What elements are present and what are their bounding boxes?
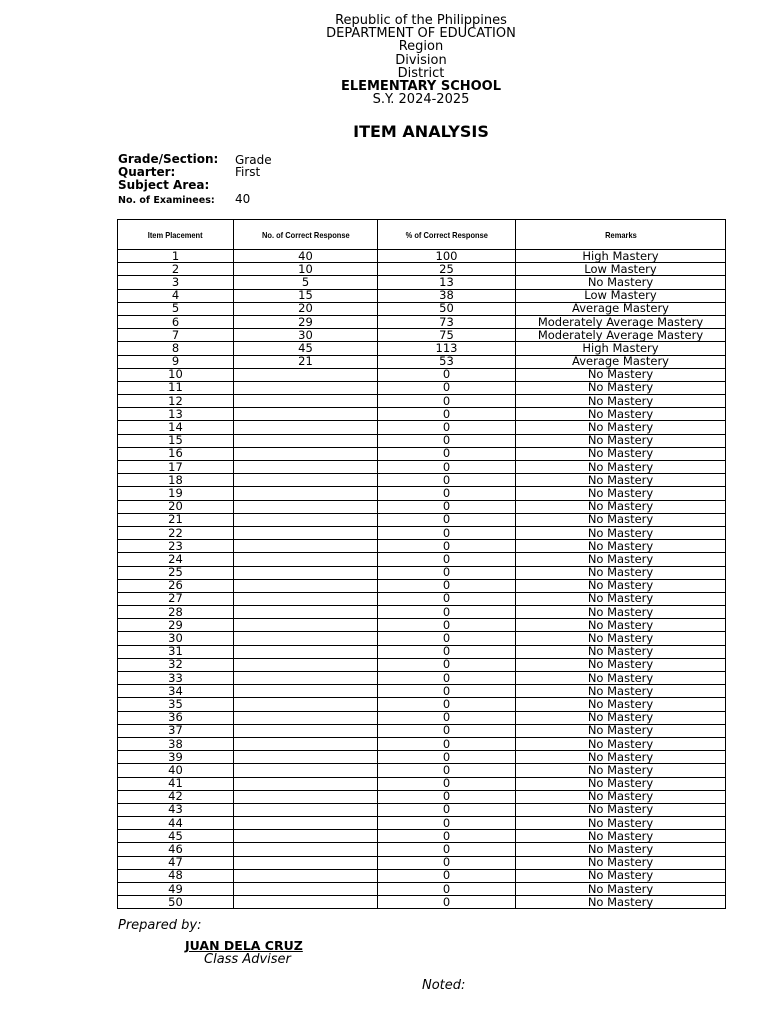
correct-response-cell: [234, 817, 378, 830]
correct-response-cell: [234, 777, 378, 790]
percent-correct-cell: 0: [378, 685, 516, 698]
table-row: [118, 540, 726, 553]
item-placement-cell: 12: [118, 395, 234, 408]
correct-response-cell: [234, 790, 378, 803]
header-correct-response: No. of Correct Response: [234, 220, 378, 250]
remarks-cell: No Mastery: [516, 395, 726, 408]
item-placement-cell: 25: [118, 566, 234, 579]
remarks-cell: No Mastery: [516, 790, 726, 803]
table-row: [118, 632, 726, 645]
percent-correct-cell: 0: [378, 606, 516, 619]
table-row: [118, 896, 726, 909]
table-row: [118, 817, 726, 830]
correct-response-cell: [234, 883, 378, 896]
item-placement-cell: 20: [118, 500, 234, 513]
noted-label: Noted:: [422, 978, 466, 993]
remarks-cell: No Mastery: [516, 526, 726, 539]
percent-correct-cell: 0: [378, 408, 516, 421]
remarks-cell: No Mastery: [516, 513, 726, 526]
header-republic: Republic of the Philippines: [335, 13, 507, 28]
percent-correct-cell: 0: [378, 843, 516, 856]
table-row: [118, 355, 726, 368]
percent-correct-cell: 100: [378, 250, 516, 263]
table-row: [118, 566, 726, 579]
correct-response-cell: [234, 381, 378, 394]
remarks-cell: No Mastery: [516, 461, 726, 474]
percent-correct-cell: 0: [378, 461, 516, 474]
table-row: [118, 342, 726, 355]
table-row: [118, 408, 726, 421]
examinees-value: 40: [235, 192, 251, 206]
item-analysis-table: [117, 219, 726, 909]
remarks-cell: No Mastery: [516, 896, 726, 909]
item-placement-cell: 5: [118, 302, 234, 315]
item-placement-cell: 48: [118, 869, 234, 882]
table-row: [118, 830, 726, 843]
correct-response-cell: 5: [234, 276, 378, 289]
item-placement-cell: 2: [118, 263, 234, 276]
remarks-cell: Low Mastery: [516, 289, 726, 302]
correct-response-cell: [234, 395, 378, 408]
header-school-year: S.Y. 2024-2025: [372, 92, 470, 108]
prepared-by-label: Prepared by:: [118, 918, 202, 933]
table-row: [118, 315, 726, 328]
remarks-cell: No Mastery: [516, 856, 726, 869]
correct-response-cell: [234, 658, 378, 671]
table-row: [118, 526, 726, 539]
percent-correct-cell: 0: [378, 421, 516, 434]
table-row: [118, 329, 726, 342]
item-placement-cell: 15: [118, 434, 234, 447]
item-placement-cell: 49: [118, 883, 234, 896]
quarter-label: Quarter:: [118, 165, 176, 179]
table-row: [118, 777, 726, 790]
percent-correct-cell: 0: [378, 751, 516, 764]
correct-response-cell: [234, 553, 378, 566]
correct-response-cell: [234, 711, 378, 724]
remarks-cell: No Mastery: [516, 672, 726, 685]
percent-correct-cell: 0: [378, 817, 516, 830]
item-placement-cell: 31: [118, 645, 234, 658]
item-placement-cell: 11: [118, 381, 234, 394]
percent-correct-cell: 0: [378, 526, 516, 539]
remarks-cell: No Mastery: [516, 883, 726, 896]
remarks-cell: No Mastery: [516, 553, 726, 566]
item-placement-cell: 17: [118, 461, 234, 474]
item-placement-cell: 34: [118, 685, 234, 698]
item-placement-cell: 36: [118, 711, 234, 724]
item-placement-cell: 44: [118, 817, 234, 830]
remarks-cell: Average Mastery: [516, 355, 726, 368]
percent-correct-cell: 0: [378, 474, 516, 487]
table-row: [118, 606, 726, 619]
item-placement-cell: 4: [118, 289, 234, 302]
table-row: [118, 790, 726, 803]
page-title: ITEM ANALYSIS: [353, 122, 489, 141]
table-row: [118, 368, 726, 381]
correct-response-cell: [234, 421, 378, 434]
table-row: [118, 645, 726, 658]
percent-correct-cell: 0: [378, 737, 516, 750]
remarks-cell: No Mastery: [516, 685, 726, 698]
percent-correct-cell: 0: [378, 645, 516, 658]
percent-correct-cell: 113: [378, 342, 516, 355]
percent-correct-cell: 0: [378, 711, 516, 724]
correct-response-cell: [234, 645, 378, 658]
item-placement-cell: 28: [118, 606, 234, 619]
percent-correct-cell: 53: [378, 355, 516, 368]
remarks-cell: No Mastery: [516, 843, 726, 856]
subject-area-label: Subject Area:: [118, 178, 210, 192]
percent-correct-cell: 0: [378, 672, 516, 685]
table-row: [118, 421, 726, 434]
table-row: [118, 553, 726, 566]
correct-response-cell: [234, 579, 378, 592]
header-remarks: Remarks: [516, 220, 726, 250]
remarks-cell: No Mastery: [516, 592, 726, 605]
correct-response-cell: [234, 685, 378, 698]
item-placement-cell: 1: [118, 250, 234, 263]
item-placement-cell: 7: [118, 329, 234, 342]
percent-correct-cell: 0: [378, 883, 516, 896]
remarks-cell: Low Mastery: [516, 263, 726, 276]
correct-response-cell: [234, 592, 378, 605]
remarks-cell: High Mastery: [516, 342, 726, 355]
item-placement-cell: 30: [118, 632, 234, 645]
correct-response-cell: [234, 764, 378, 777]
percent-correct-cell: 0: [378, 724, 516, 737]
table-row: [118, 487, 726, 500]
item-placement-cell: 21: [118, 513, 234, 526]
table-row: [118, 737, 726, 750]
item-placement-cell: 45: [118, 830, 234, 843]
remarks-cell: No Mastery: [516, 579, 726, 592]
item-placement-cell: 18: [118, 474, 234, 487]
percent-correct-cell: 75: [378, 329, 516, 342]
percent-correct-cell: 0: [378, 830, 516, 843]
percent-correct-cell: 0: [378, 487, 516, 500]
remarks-cell: No Mastery: [516, 724, 726, 737]
item-placement-cell: 3: [118, 276, 234, 289]
item-placement-cell: 38: [118, 737, 234, 750]
correct-response-cell: 29: [234, 315, 378, 328]
remarks-cell: No Mastery: [516, 711, 726, 724]
header-division: Division: [395, 52, 447, 68]
grade-section-value: Grade: [235, 153, 272, 167]
examinees-label: No. of Examinees:: [118, 195, 215, 206]
remarks-cell: No Mastery: [516, 540, 726, 553]
remarks-cell: No Mastery: [516, 408, 726, 421]
remarks-cell: Moderately Average Mastery: [516, 315, 726, 328]
item-placement-cell: 47: [118, 856, 234, 869]
table-row: [118, 513, 726, 526]
table-row: [118, 672, 726, 685]
header-department: DEPARTMENT OF EDUCATION: [326, 26, 516, 42]
correct-response-cell: [234, 751, 378, 764]
remarks-cell: No Mastery: [516, 500, 726, 513]
item-placement-cell: 19: [118, 487, 234, 500]
percent-correct-cell: 0: [378, 856, 516, 869]
correct-response-cell: [234, 526, 378, 539]
table-row: [118, 698, 726, 711]
item-placement-cell: 6: [118, 315, 234, 328]
correct-response-cell: 21: [234, 355, 378, 368]
item-placement-cell: 33: [118, 672, 234, 685]
quarter-value: First: [235, 165, 261, 179]
correct-response-cell: [234, 540, 378, 553]
correct-response-cell: [234, 606, 378, 619]
percent-correct-cell: 0: [378, 619, 516, 632]
grade-section-label: Grade/Section:: [118, 152, 219, 166]
item-placement-cell: 32: [118, 658, 234, 671]
item-placement-cell: 24: [118, 553, 234, 566]
percent-correct-cell: 0: [378, 764, 516, 777]
table-row: [118, 764, 726, 777]
table-row: [118, 395, 726, 408]
table-body: [118, 250, 726, 909]
correct-response-cell: [234, 368, 378, 381]
percent-correct-cell: 0: [378, 447, 516, 460]
adviser-name: JUAN DELA CRUZ: [185, 938, 303, 953]
table-row: [118, 461, 726, 474]
percent-correct-cell: 0: [378, 553, 516, 566]
remarks-cell: No Mastery: [516, 698, 726, 711]
remarks-cell: No Mastery: [516, 817, 726, 830]
remarks-cell: No Mastery: [516, 632, 726, 645]
table-row: [118, 803, 726, 816]
percent-correct-cell: 0: [378, 698, 516, 711]
item-placement-cell: 27: [118, 592, 234, 605]
percent-correct-cell: 73: [378, 315, 516, 328]
correct-response-cell: [234, 566, 378, 579]
table-row: [118, 579, 726, 592]
percent-correct-cell: 0: [378, 632, 516, 645]
adviser-role: Class Adviser: [204, 952, 291, 967]
percent-correct-cell: 0: [378, 434, 516, 447]
correct-response-cell: [234, 737, 378, 750]
table-row: [118, 276, 726, 289]
remarks-cell: No Mastery: [516, 421, 726, 434]
table-row: [118, 856, 726, 869]
item-placement-cell: 39: [118, 751, 234, 764]
item-placement-cell: 50: [118, 896, 234, 909]
remarks-cell: No Mastery: [516, 566, 726, 579]
remarks-cell: No Mastery: [516, 368, 726, 381]
remarks-cell: Moderately Average Mastery: [516, 329, 726, 342]
item-placement-cell: 26: [118, 579, 234, 592]
correct-response-cell: [234, 500, 378, 513]
correct-response-cell: [234, 632, 378, 645]
percent-correct-cell: 0: [378, 896, 516, 909]
percent-correct-cell: 0: [378, 658, 516, 671]
item-placement-cell: 13: [118, 408, 234, 421]
remarks-cell: No Mastery: [516, 645, 726, 658]
remarks-cell: No Mastery: [516, 619, 726, 632]
table-row: [118, 302, 726, 315]
header-region: Region: [398, 39, 444, 55]
item-placement-cell: 29: [118, 619, 234, 632]
item-placement-cell: 8: [118, 342, 234, 355]
correct-response-cell: [234, 513, 378, 526]
table-row: [118, 592, 726, 605]
percent-correct-cell: 0: [378, 381, 516, 394]
item-placement-cell: 46: [118, 843, 234, 856]
percent-correct-cell: 0: [378, 869, 516, 882]
table-header-row: [118, 220, 726, 250]
document-header: [0, 14, 768, 106]
item-placement-cell: 37: [118, 724, 234, 737]
correct-response-cell: [234, 803, 378, 816]
remarks-cell: No Mastery: [516, 434, 726, 447]
percent-correct-cell: 0: [378, 777, 516, 790]
percent-correct-cell: 50: [378, 302, 516, 315]
remarks-cell: High Mastery: [516, 250, 726, 263]
correct-response-cell: [234, 672, 378, 685]
table-row: [118, 685, 726, 698]
correct-response-cell: [234, 461, 378, 474]
percent-correct-cell: 0: [378, 790, 516, 803]
item-placement-cell: 23: [118, 540, 234, 553]
item-placement-cell: 40: [118, 764, 234, 777]
percent-correct-cell: 0: [378, 566, 516, 579]
item-placement-cell: 35: [118, 698, 234, 711]
correct-response-cell: [234, 896, 378, 909]
correct-response-cell: 30: [234, 329, 378, 342]
remarks-cell: No Mastery: [516, 803, 726, 816]
table-row: [118, 883, 726, 896]
percent-correct-cell: 0: [378, 540, 516, 553]
percent-correct-cell: 0: [378, 368, 516, 381]
remarks-cell: Average Mastery: [516, 302, 726, 315]
item-placement-cell: 9: [118, 355, 234, 368]
correct-response-cell: [234, 724, 378, 737]
header-school: ELEMENTARY SCHOOL: [340, 79, 502, 95]
correct-response-cell: [234, 434, 378, 447]
remarks-cell: No Mastery: [516, 869, 726, 882]
correct-response-cell: 45: [234, 342, 378, 355]
table-row: [118, 619, 726, 632]
table-row: [118, 711, 726, 724]
table-row: [118, 500, 726, 513]
item-placement-cell: 14: [118, 421, 234, 434]
item-placement-cell: 41: [118, 777, 234, 790]
correct-response-cell: [234, 408, 378, 421]
table-row: [118, 869, 726, 882]
remarks-cell: No Mastery: [516, 381, 726, 394]
correct-response-cell: [234, 487, 378, 500]
percent-correct-cell: 38: [378, 289, 516, 302]
correct-response-cell: [234, 869, 378, 882]
correct-response-cell: [234, 843, 378, 856]
item-placement-cell: 42: [118, 790, 234, 803]
item-placement-cell: 16: [118, 447, 234, 460]
header-item-placement: Item Placement: [118, 220, 234, 250]
remarks-cell: No Mastery: [516, 751, 726, 764]
percent-correct-cell: 0: [378, 513, 516, 526]
correct-response-cell: 40: [234, 250, 378, 263]
remarks-cell: No Mastery: [516, 830, 726, 843]
correct-response-cell: 20: [234, 302, 378, 315]
table-row: [118, 263, 726, 276]
percent-correct-cell: 13: [378, 276, 516, 289]
correct-response-cell: [234, 856, 378, 869]
correct-response-cell: [234, 474, 378, 487]
percent-correct-cell: 0: [378, 579, 516, 592]
remarks-cell: No Mastery: [516, 447, 726, 460]
remarks-cell: No Mastery: [516, 737, 726, 750]
correct-response-cell: [234, 447, 378, 460]
percent-correct-cell: 25: [378, 263, 516, 276]
percent-correct-cell: 0: [378, 395, 516, 408]
table-row: [118, 751, 726, 764]
correct-response-cell: [234, 619, 378, 632]
table-row: [118, 434, 726, 447]
remarks-cell: No Mastery: [516, 276, 726, 289]
table-row: [118, 289, 726, 302]
remarks-cell: No Mastery: [516, 606, 726, 619]
item-placement-cell: 43: [118, 803, 234, 816]
correct-response-cell: [234, 698, 378, 711]
table-row: [118, 250, 726, 263]
correct-response-cell: 10: [234, 263, 378, 276]
remarks-cell: No Mastery: [516, 658, 726, 671]
table-row: [118, 724, 726, 737]
table-row: [118, 447, 726, 460]
header-district: District: [397, 65, 445, 81]
item-placement-cell: 22: [118, 526, 234, 539]
header-percent-correct: % of Correct Response: [378, 220, 516, 250]
table-row: [118, 658, 726, 671]
remarks-cell: No Mastery: [516, 474, 726, 487]
remarks-cell: No Mastery: [516, 777, 726, 790]
remarks-cell: No Mastery: [516, 487, 726, 500]
table-row: [118, 381, 726, 394]
table-row: [118, 474, 726, 487]
correct-response-cell: 15: [234, 289, 378, 302]
remarks-cell: No Mastery: [516, 764, 726, 777]
percent-correct-cell: 0: [378, 803, 516, 816]
item-placement-cell: 10: [118, 368, 234, 381]
table-row: [118, 843, 726, 856]
percent-correct-cell: 0: [378, 592, 516, 605]
percent-correct-cell: 0: [378, 500, 516, 513]
correct-response-cell: [234, 830, 378, 843]
